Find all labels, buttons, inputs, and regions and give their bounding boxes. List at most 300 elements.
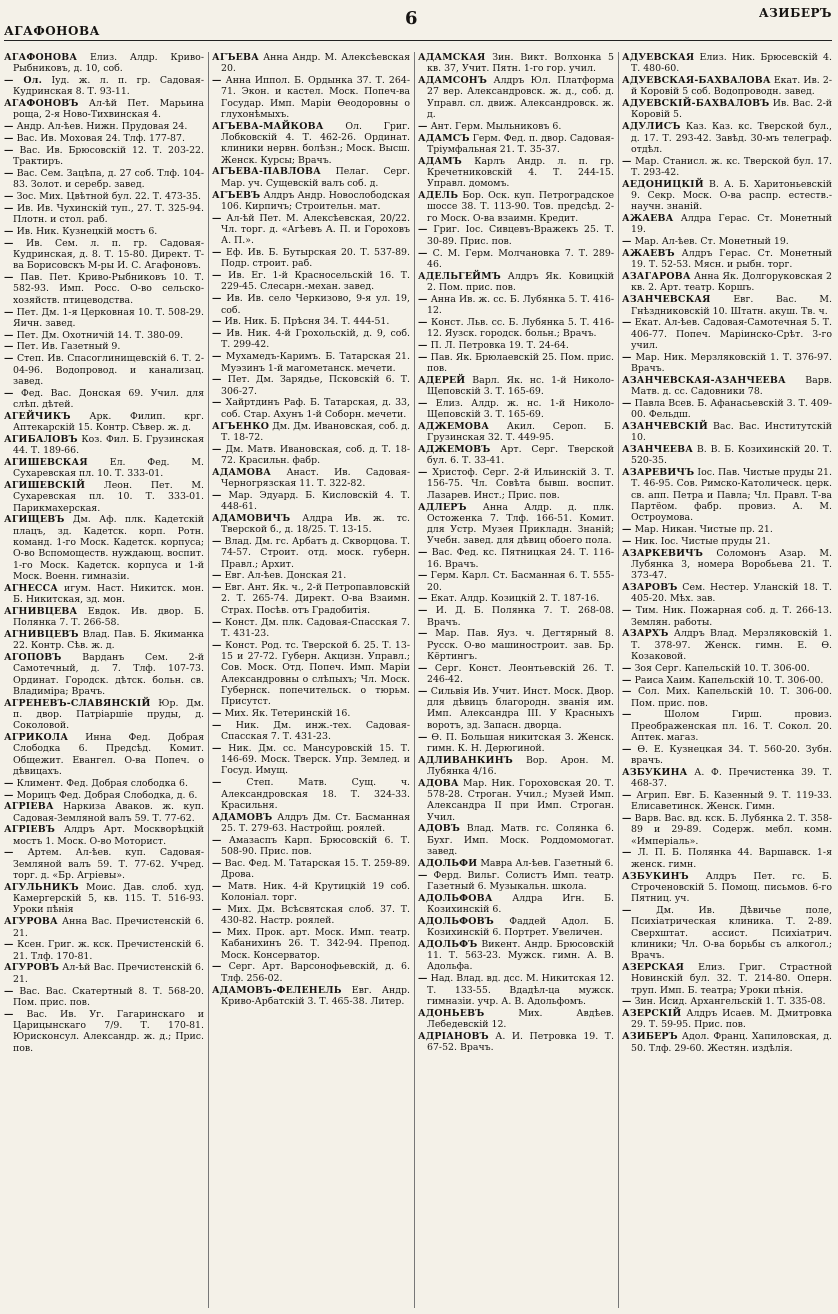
- entry-surname: —: [418, 351, 428, 363]
- entry-details: Вор. Арон. М. Лубянка 4/16.: [427, 754, 614, 777]
- directory-entry: [622, 767, 832, 790]
- entry-surname: —: [212, 212, 222, 224]
- entry-details: Пелаг. Серг. Мар. уч. Сущевскій валъ соб. д.: [221, 166, 410, 189]
- entry-surname: —: [4, 387, 14, 399]
- entry-surname: —: [418, 293, 428, 305]
- entry-details: Ѳ. Е. Кузнецкая 34. Т. 560-20. Зубн. врачъ.: [631, 743, 832, 767]
- entry-details: Коз. Фил. Б. Грузинская 44. Т. 189-66.: [13, 433, 204, 457]
- entry-surname: АЗЕРСКІЙ: [622, 1008, 682, 1020]
- entry-details: Елиз. Григ. Страстной Новинскій бул. 32. Т. 214-80. Оперн. труп. Имп. Б. театра; Уроки пѣнія.: [631, 961, 832, 996]
- entry-details: Арт. Серг. Тверской бул. 6. Т. 33-41.: [427, 444, 614, 467]
- entry-surname: —: [212, 247, 222, 259]
- entry-surname: —: [622, 847, 632, 859]
- directory-entry: [418, 467, 614, 501]
- directory-entry: [4, 916, 204, 939]
- entry-details: Л. П. Б. Полянка 44. Варшавск. 1-я женск. гимн.: [631, 847, 832, 870]
- entry-details: Пет. Ив. Газетный 9.: [16, 341, 121, 353]
- running-head-first-entry: АГАФОНОВА: [4, 24, 100, 38]
- directory-entry: [4, 168, 204, 191]
- directory-entry: [418, 858, 614, 869]
- directory-entry: [622, 248, 832, 271]
- entry-surname: АДЕРЕЙ: [418, 374, 466, 386]
- entry-surname: АГЪЕВА-ПАВЛОВА: [212, 166, 321, 178]
- entry-surname: —: [212, 293, 222, 305]
- entry-surname: —: [418, 467, 428, 479]
- entry-details: Алдра Герас. Ст. Монетный 19.: [631, 213, 832, 236]
- entry-details: Андр. Ал-ѣев. Нижн. Прудовая 24.: [16, 121, 188, 133]
- directory-columns: [0, 52, 838, 1308]
- directory-entry: [622, 75, 832, 98]
- entry-surname: АЗБУКИНЪ: [622, 870, 689, 882]
- directory-entry: [418, 593, 614, 604]
- entry-surname: АЗАНЧЕЕВА: [622, 444, 694, 456]
- entry-surname: АДОЛЬФИ: [418, 857, 478, 869]
- entry-details: Евг. Ал-ѣев. Донская 21.: [224, 570, 347, 582]
- column-divider: [414, 52, 415, 1308]
- entry-surname: —: [418, 224, 428, 236]
- directory-entry: [212, 570, 410, 581]
- entry-details: Юр. Дм. п. двор. Патріаршіе пруды, д. Соколовой.: [13, 697, 204, 732]
- directory-entry: [622, 962, 832, 996]
- entry-surname: АГНЕССА: [4, 582, 59, 594]
- entry-surname: АДУЕВСКІЙ-БАХВАЛОВЪ: [622, 98, 770, 110]
- directory-entry: [622, 156, 832, 179]
- entry-surname: —: [4, 847, 14, 859]
- entry-surname: АЕДОНИЦКІЙ: [622, 178, 704, 190]
- entry-details: Леон. Пет. М. Сухаревская пл. 10. Т. 333-01. Парикмахерская.: [13, 479, 204, 514]
- directory-entry: [418, 317, 614, 340]
- directory-entry: [622, 813, 832, 847]
- entry-details: Мар. Эдуард. Б. Кисловскій 4. Т. 448-61.: [221, 489, 410, 513]
- entry-surname: АЗАНЧЕВСКАЯ: [622, 294, 711, 306]
- entry-surname: —: [212, 270, 222, 282]
- entry-details: Пав. Пет. Криво-Рыбниковъ 10. Т. 582-93. Имп. Росс. О-во сельско-хозяйств. птицеводства.: [13, 272, 204, 306]
- entry-details: Сем. Нестер. Уланскій 18. Т. 405-20. Мѣх. зав.: [631, 582, 832, 605]
- entry-surname: АГЕЙЧИКЪ: [4, 410, 71, 422]
- entry-details: Фед. Вас. Донская 69. Учил. для слѣп. дѣтей.: [13, 387, 204, 410]
- directory-entry: [622, 213, 832, 236]
- entry-details: Ив. Ник. Кузнецкій мостъ 6.: [16, 225, 158, 237]
- entry-details: Ив. Сем. л. п. гр. Садовая-Кудринская, д. 8. Т. 15-80. Директ. Т-ва Борисовскъ М-ры И. С. Агафоновъ.: [13, 237, 204, 272]
- entry-surname: —: [622, 397, 632, 409]
- entry-details: игум. Наст. Никитск. мон. Б. Никитская, зд. мон.: [13, 582, 204, 605]
- entry-surname: —: [212, 397, 222, 409]
- entry-details: Ник. Іос. Чистые пруды 21.: [634, 535, 771, 547]
- directory-entry: [418, 421, 614, 444]
- directory-entry: [622, 1031, 832, 1054]
- directory-entry: [418, 663, 614, 686]
- entry-surname: АГНИВЦЕВЪ: [4, 628, 79, 640]
- entry-details: Мих. Авдѣев. Лебедевскій 12.: [427, 1007, 614, 1030]
- directory-entry: [418, 823, 614, 857]
- entry-details: Вас. Ив. Моховая 24. Тлф. 177-87.: [16, 133, 185, 145]
- entry-details: Мих. Дм. Всѣсвятская слоб. 37. Т. 430-82. Настр. роялей.: [221, 903, 410, 927]
- entry-details: Анна Андр. М. Алексѣевская 20.: [221, 52, 410, 75]
- entry-details: Алдръ Андр. Новослободская 106. Кирпичъ; Строительн. мат.: [221, 189, 410, 212]
- entry-surname: АГИШЕВСКАЯ: [4, 456, 88, 468]
- entry-details: Вас. Ив. Уг. Гагаринскаго и Царицынскаго 7/9. Т. 170-81. Юрисконсул. Александр. ж. д.; Прис. пов.: [13, 1008, 204, 1054]
- entry-surname: —: [212, 582, 222, 594]
- entry-surname: АЗАНЧЕВСКАЯ-АЗАНЧЕЕВА: [622, 374, 786, 386]
- entry-surname: —: [622, 351, 632, 363]
- entry-details: Анна Алдр. д. плк. Остоженка 7. Тлф. 166-51. Комит. для Устр. Музея Прикладн. Знаній; Учебн. завед. для дѣвиц обоего пола.: [427, 501, 614, 547]
- directory-entry: [212, 513, 410, 536]
- entry-details: Мар. Пав. Яуз. ч. Дегтярный 8. Русск. О-во машиностроит. зав. Бр. Кёртингъ.: [427, 628, 614, 662]
- entry-details: Мар. Ал-ѣев. Ст. Монетный 19.: [634, 236, 789, 248]
- entry-surname: АДУЛИСЪ: [622, 121, 681, 133]
- entry-surname: АГРЕНЕВЪ-СЛАВЯНСКІЙ: [4, 697, 151, 709]
- entry-details: Фаддей Адол. Б. Козихинскій 6. Портрет. Увеличен.: [427, 915, 614, 939]
- directory-entry: [4, 145, 204, 168]
- entry-surname: —: [212, 903, 222, 915]
- entry-details: Артем. Ал-ѣев. куп. Садовая-Земляной валъ 59. Т. 77-62. Учред. торг. д. «Бр. Агріевы».: [13, 847, 204, 882]
- directory-entry: [4, 238, 204, 272]
- entry-details: Ал-ѣй Пет. М. Алексѣевская, 20/22. Чл. торг. д. «Агѣевъ А. П. и Гороховъ А. П.».: [221, 212, 410, 247]
- entry-surname: —: [4, 1008, 14, 1020]
- directory-entry: [622, 605, 832, 628]
- entry-surname: —: [212, 616, 222, 628]
- entry-surname: —: [4, 191, 14, 203]
- entry-surname: —: [212, 316, 222, 328]
- entry-details: Христоф. Серг. 2-й Ильинскій 3. Т. 156-75. Чл. Совѣта бывш. воспит. Лазарев. Инст.; Прис. пов.: [427, 467, 614, 501]
- entry-details: Дм. Аф. плк. Кадетскій плацъ, зд. Кадетск. корп. Ротн. команд. 1-го Моск. Кадетск. корпуса; О-во Вспомоществ. нуждающ. воспит. 1-го Моск. Кадетск. корпуса и 1-й Моск. Военн. гимназіи.: [13, 514, 204, 582]
- directory-entry: [418, 444, 614, 467]
- directory-entry: [418, 352, 614, 375]
- entry-details: Серг. Арт. Варсонофьевскій, д. 6. Тлф. 256-02.: [221, 961, 410, 984]
- entry-surname: —: [622, 904, 632, 916]
- entry-surname: —: [212, 328, 222, 340]
- entry-details: Екат. Алдр. Козицкій 2. Т. 187-16.: [430, 593, 600, 605]
- directory-entry: [622, 686, 832, 709]
- entry-details: Викент. Андр. Брюсовскій 11. Т. 563-23. Мужск. гимн. А. В. Адольфа.: [427, 938, 614, 973]
- directory-entry: [4, 133, 204, 144]
- entry-surname: —: [4, 144, 14, 156]
- directory-entry: [212, 582, 410, 616]
- column-4: [622, 52, 832, 1308]
- directory-entry: [418, 121, 614, 132]
- entry-details: Ѳ. П. Большая никитская 3. Женск. гимн. К. Н. Дерюгиной.: [427, 731, 614, 754]
- entry-surname: АГЪЕВЪ: [212, 189, 261, 201]
- directory-entry: [622, 744, 832, 767]
- directory-entry: [212, 617, 410, 640]
- entry-details: Ив. Ег. 1-й Красносельскій 16. Т. 229-45. Слесарн.-механ. завед.: [221, 270, 410, 293]
- entry-details: Анна Вас. Пречистенскій 6. 21.: [13, 916, 204, 939]
- entry-surname: —: [212, 927, 222, 939]
- directory-entry: [212, 247, 410, 270]
- entry-details: Серг. Конст. Леонтьевскій 26. Т. 246-42.: [427, 662, 614, 686]
- directory-entry: [418, 870, 614, 893]
- entry-details: Ив. Ив. село Черкизово, 9-я ул. 19, соб.: [221, 293, 410, 316]
- entry-details: Вас. Ив. Брюсовскій 12. Т. 203-22. Трактиръ.: [13, 144, 204, 168]
- entry-details: Мар. Ник. Гороховская 20. Т. 578-28. Строган. Учил.; Музей Имп. Александра II при Имп. Строган. Учил.: [427, 777, 614, 823]
- entry-details: Соломонъ Азар. М. Лубянка 3, номера Воробьева 21. Т. 373-47.: [631, 547, 832, 582]
- entry-surname: АДАМОВИЧЪ: [212, 512, 291, 524]
- directory-entry: [4, 514, 204, 582]
- entry-surname: —: [622, 790, 632, 801]
- entry-surname: —: [418, 593, 428, 605]
- entry-details: Ал-ѣй Вас. Пречистенскій 6. 21.: [13, 962, 204, 985]
- entry-surname: —: [418, 628, 428, 640]
- entry-surname: —: [212, 489, 222, 501]
- entry-surname: —: [212, 707, 222, 719]
- directory-entry: [4, 847, 204, 881]
- entry-details: Анаст. Ив. Садовая-Черногрязская 11. Т. 322-82.: [221, 466, 410, 489]
- directory-entry: [212, 858, 410, 881]
- entry-details: Ант. Герм. Мыльниковъ 6.: [430, 120, 562, 132]
- directory-entry: [4, 75, 204, 98]
- entry-surname: АГЪЕВА: [212, 52, 259, 63]
- entry-details: Мих. Як. Тетеринскій 16.: [224, 707, 351, 719]
- entry-details: Матв. Ник. 4-й Крутицкій 19 соб. Колоніал. торг.: [221, 880, 410, 904]
- entry-details: Карлъ Андр. л. п. гр. Кречетниковскій 4. Т. 244-15. Управл. домомъ.: [427, 155, 614, 190]
- entry-details: Арк. Филип. крг. Аптекарскій 15. Контр. Сѣвер. ж. д.: [13, 410, 204, 433]
- entry-surname: —: [4, 985, 14, 997]
- entry-details: Елиз. Алдр. Криво-Рыбниковъ, д. 10, соб.: [13, 52, 204, 75]
- entry-details: А. И. Петровка 19. Т. 67-52. Врачъ.: [427, 1030, 614, 1054]
- entry-surname: —: [622, 662, 632, 674]
- directory-entry: [418, 502, 614, 547]
- directory-entry: [212, 961, 410, 984]
- entry-surname: АДЖЕМОВА: [418, 421, 490, 432]
- entry-details: Ив. Ник. Б. Прѣсня 34. Т. 444-51.: [224, 316, 390, 328]
- directory-entry: [4, 939, 204, 962]
- entry-details: Сильвія Ив. Учит. Инст. Моск. Двор. для дѣвицъ благородн. званія им. Имп. Александра III. У Красныхъ воротъ, зд. Запасн. дворца.: [427, 685, 614, 731]
- entry-details: Вас. Фед. кс. Пятницкая 24. Т. 116-16. Врачъ.: [427, 547, 614, 570]
- directory-entry: [212, 835, 410, 858]
- entry-surname: —: [212, 880, 222, 892]
- entry-surname: АДОЛЬФОВА: [418, 892, 493, 904]
- page-header: [0, 0, 838, 40]
- entry-surname: —: [4, 121, 14, 133]
- entry-surname: —: [212, 961, 222, 973]
- entry-surname: —: [212, 639, 222, 651]
- entry-surname: АЗАНЧЕВСКІЙ: [622, 421, 708, 432]
- directory-entry: [418, 628, 614, 662]
- entry-surname: —: [418, 570, 428, 582]
- entry-surname: —: [622, 155, 632, 167]
- entry-details: П. Л. Петровка 19. Т. 24-64.: [430, 339, 569, 351]
- entry-details: Алдръ Дм. Ст. Басманная 25. Т. 279-63. Настройщ. роялей.: [221, 811, 410, 834]
- directory-entry: [4, 191, 204, 202]
- entry-surname: —: [622, 524, 632, 536]
- entry-surname: —: [4, 225, 14, 237]
- directory-entry: [212, 328, 410, 351]
- directory-entry: [622, 179, 832, 213]
- entry-surname: АЗАРХЪ: [622, 628, 669, 640]
- entry-details: Степ. Матв. Сущ. ч. Александровская 18. Т. 324-33. Красильня.: [221, 777, 410, 811]
- directory-entry: [4, 480, 204, 514]
- directory-entry: [622, 871, 832, 905]
- entry-surname: АГРІЕВА: [4, 801, 54, 813]
- entry-surname: АГУЛЬНИКЪ: [4, 881, 79, 893]
- entry-details: Алдръ Герас. Ст. Монетный 19. Т. 52-53. Мясн. и рыбн. торг.: [631, 248, 832, 271]
- directory-entry: [418, 570, 614, 593]
- entry-surname: —: [622, 743, 632, 755]
- entry-details: Раиса Хаим. Капельскій 10. Т. 306-00.: [634, 674, 824, 686]
- directory-entry: [212, 812, 410, 835]
- entry-details: Герм. Карл. Ст. Басманная 6. Т. 555-20.: [427, 570, 614, 593]
- directory-entry: [212, 927, 410, 961]
- entry-surname: АДОНЬЕВЪ: [418, 1007, 485, 1019]
- entry-surname: —: [418, 247, 428, 259]
- directory-entry: [418, 52, 614, 75]
- directory-entry: [4, 824, 204, 847]
- entry-details: Адол. Франц. Хапиловская, д. 50. Тлф. 29-60. Жестян. издѣлія.: [631, 1031, 832, 1054]
- entry-surname: —: [212, 777, 222, 789]
- entry-surname: АГУРОВЪ: [4, 962, 60, 974]
- entry-surname: —: [418, 339, 428, 351]
- entry-details: Степ. Ив. Спасоглинищевскій 6. Т. 2-04-96. Водопровод. и канализац. завед.: [13, 353, 204, 387]
- directory-entry: [212, 190, 410, 213]
- directory-entry: [418, 224, 614, 247]
- entry-details: Конст. Дм. плк. Садовая-Спасская 7. Т. 431-23.: [221, 616, 410, 639]
- directory-entry: [212, 421, 410, 444]
- entry-surname: —: [418, 547, 428, 559]
- directory-entry: [4, 272, 204, 306]
- directory-entry: [622, 271, 832, 294]
- entry-details: Вас. Сем. Зацѣпа, д. 27 соб. Тлф. 104-83. Золот. и серебр. завед.: [13, 167, 204, 191]
- entry-surname: АДОВЪ: [418, 823, 461, 835]
- entry-surname: АДАМЪ: [418, 155, 462, 167]
- entry-surname: АДАМСКАЯ: [418, 52, 486, 63]
- directory-entry: [418, 1031, 614, 1054]
- directory-entry: [212, 316, 410, 327]
- entry-surname: АГАФОНОВА: [4, 52, 78, 63]
- entry-surname: —: [4, 167, 14, 179]
- directory-entry: [4, 353, 204, 387]
- entry-details: Павла Всев. Б. Афанасьевскій 3. Т. 409-00. Фельдш.: [631, 397, 832, 421]
- directory-entry: [418, 1008, 614, 1031]
- entry-details: Мухамедъ-Каримъ. Б. Татарская 21. Муэзинъ 1-й магометанск. мечети.: [221, 351, 410, 374]
- entry-details: Варданъ Сем. 2-й Самотечный, д. 7. Тлф. 107-73. Ординат. Городск. дѣтск. больн. св. Владиміра; Врачъ.: [13, 651, 204, 697]
- entry-details: Конст. Род. тс. Тверской б. 25. Т. 13-15 и 27-72. Губерн. Акцизн. Управл.; Сов. Моск. Отд. Попеч. Имп. Маріи Александровны о слѣпыхъ; Чл. Моск. Губернск. попечительск. о тюрьм. Присутст.: [221, 639, 410, 708]
- entry-surname: —: [622, 709, 632, 721]
- entry-details: Алдръ Исаев. М. Дмитровка 29. Т. 59-95. Прис. пов.: [631, 1008, 832, 1031]
- entry-surname: АДЛЕРЪ: [418, 501, 467, 513]
- entry-details: С. М. Герм. Молчановка 7. Т. 289-46.: [427, 247, 614, 270]
- entry-details: Инна Фед. Добрая Слободка 6. Предсѣд. Комит. Общежит. Евангел. О-ва Попеч. о дѣвицахъ.: [13, 732, 204, 777]
- entry-details: Пет. Дм. 1-я Церковная 10. Т. 508-29. Яичн. завед.: [13, 306, 204, 329]
- directory-entry: [418, 686, 614, 731]
- entry-details: Алдръ Як. Ковицкій 2. Пом. прис. пов.: [427, 270, 614, 293]
- entry-surname: —: [4, 341, 14, 353]
- directory-entry: [418, 271, 614, 294]
- entry-details: Герм. Фед. п. двор. Садовая-Тріумфальная 21. Т. 35-37.: [427, 132, 614, 155]
- entry-details: Ел. Фед. М. Сухаревская пл. 10. Т. 333-01.: [13, 456, 204, 480]
- entry-details: Евг. Вас. М. Гнѣздниковскій 10. Штатн. акуш. Тв. ч.: [631, 294, 832, 317]
- entry-details: Алдръ Влад. Мерзляковскій 1. Т. 378-97. Женск. гимн. Е. Ѳ. Козаковой.: [631, 628, 832, 662]
- page-number: 6: [405, 8, 418, 29]
- entry-surname: —: [4, 202, 14, 214]
- entry-details: Алдръ Арт. Москворѣцкій мостъ 1. Моск. О-во Моторист.: [13, 824, 204, 847]
- entry-details: Пав. Як. Брюлаевскій 25. Пом. прис. пов.: [427, 351, 614, 375]
- entry-details: А. Ф. Пречистенка 39. Т. 468-37.: [631, 766, 832, 790]
- directory-entry: [212, 75, 410, 120]
- directory-entry: [4, 52, 204, 75]
- entry-details: Наркиза Аваков. ж. куп. Садовая-Земляной валъ 59. Т. 77-62.: [13, 801, 204, 824]
- directory-entry: [4, 330, 204, 341]
- entry-surname: АДУЕВСКАЯ: [622, 52, 695, 63]
- entry-details: Акил. Сероп. Б. Грузинская 32. Т. 449-95.: [427, 421, 614, 444]
- entry-details: Елиз. Алдр. ж. нс. 1-й Николо-Щеповскій 3. Т. 165-69.: [427, 397, 614, 421]
- entry-details: Зин. Викт. Волхонка 5 кв. 37, Учит. Пятн. 1-го гор. учил.: [427, 52, 614, 75]
- directory-entry: [622, 548, 832, 582]
- entry-surname: АДРІАНОВЪ: [418, 1030, 489, 1042]
- entry-surname: АЗАГАРОВА: [622, 271, 691, 283]
- directory-entry: [212, 397, 410, 420]
- directory-entry: [622, 524, 832, 535]
- directory-entry: [4, 98, 204, 121]
- entry-surname: АЗЕРСКАЯ: [622, 961, 685, 973]
- entry-surname: АГРИКОЛА: [4, 732, 69, 744]
- directory-entry: [418, 755, 614, 778]
- entry-surname: АЗИБЕРЪ: [622, 1031, 678, 1043]
- column-3: [418, 52, 614, 1308]
- directory-entry: [4, 652, 204, 697]
- directory-entry: [4, 882, 204, 916]
- entry-surname: АЗБУКИНА: [622, 766, 688, 778]
- directory-entry: [622, 905, 832, 961]
- directory-entry: [418, 778, 614, 823]
- directory-entry: [4, 226, 204, 237]
- entry-surname: —: [4, 777, 14, 789]
- directory-entry: [4, 778, 204, 789]
- header-rule: [4, 40, 832, 41]
- directory-entry: [418, 75, 614, 120]
- directory-entry: [622, 52, 832, 75]
- entry-details: Анна Як. Долгоруковская 2 кв. 2. Арт. театр. Коршъ.: [631, 271, 832, 294]
- entry-details: Алдръ Юл. Платформа 27 вер. Александровск. ж. д., соб. д. Управл. сл. движ. Александровск. ж. д.: [427, 75, 614, 120]
- entry-details: Ал-ѣй Пет. Марьина роща, 2-я Ново-Тихвинская 4.: [13, 98, 204, 121]
- entry-details: Григ. Іос. Сивцевъ-Вражекъ 25. Т. 30-89. Прис. пов.: [427, 224, 614, 247]
- entry-surname: АГРІЕВЪ: [4, 824, 55, 836]
- directory-entry: [622, 536, 832, 547]
- directory-entry: [418, 732, 614, 755]
- directory-entry: [212, 985, 410, 1008]
- entry-surname: —: [418, 120, 428, 132]
- entry-surname: —: [418, 662, 428, 674]
- entry-details: Ол. Григ. Лобковскій 4. Т. 462-26. Ординат. клиники нервн. болѣзн.; Моск. Высш. Женск. Курсы; Врачъ.: [221, 120, 410, 166]
- directory-entry: [4, 1009, 204, 1054]
- entry-surname: —: [4, 272, 14, 284]
- entry-details: Варв. Вас. вд. кск. Б. Лубянка 2. Т. 358-89 и 29-89. Содерж. мебл. комн. «Имперіаль».: [631, 813, 832, 847]
- directory-entry: [418, 916, 614, 939]
- directory-entry: [212, 270, 410, 293]
- directory-entry: [622, 421, 832, 444]
- entry-details: Влад. Матв. гс. Солянка 6. Бухг. Имп. Моск. Роддомомогат. завед.: [427, 823, 614, 857]
- directory-entry: [622, 121, 832, 155]
- directory-entry: [622, 628, 832, 662]
- directory-entry: [622, 709, 832, 743]
- entry-details: Дм. Матв. Ивановская, соб. д. Т. 18-72. Красильн. фабр.: [221, 443, 410, 466]
- entry-surname: АГАФОНОВЪ: [4, 98, 79, 110]
- entry-details: Бор. Оск. куп. Петроградское шоссе 38. Т. 113-90. Тов. предсѣд. 2-го Моск. О-ва взаимн. Кредит.: [427, 190, 614, 224]
- directory-entry: [4, 583, 204, 606]
- entry-details: Ив. Ив. Чухинскій туп., 27. Т. 325-94. Плотн. и стол. раб.: [13, 202, 204, 226]
- directory-entry: [212, 640, 410, 708]
- entry-details: Мих. Прок. арт. Моск. Имп. театр. Кабанихинъ 26. Т. 342-94. Препод. Моск. Консерватор.: [221, 927, 410, 961]
- entry-surname: АЖАЕВА: [622, 213, 674, 225]
- directory-entry: [212, 444, 410, 467]
- directory-entry: [418, 340, 614, 351]
- entry-surname: —: [622, 605, 632, 617]
- directory-entry: [622, 294, 832, 317]
- entry-surname: АЖАЕВЪ: [622, 248, 675, 260]
- directory-entry: [418, 547, 614, 570]
- directory-entry: [4, 434, 204, 457]
- directory-entry: [212, 743, 410, 777]
- directory-entry: [212, 904, 410, 927]
